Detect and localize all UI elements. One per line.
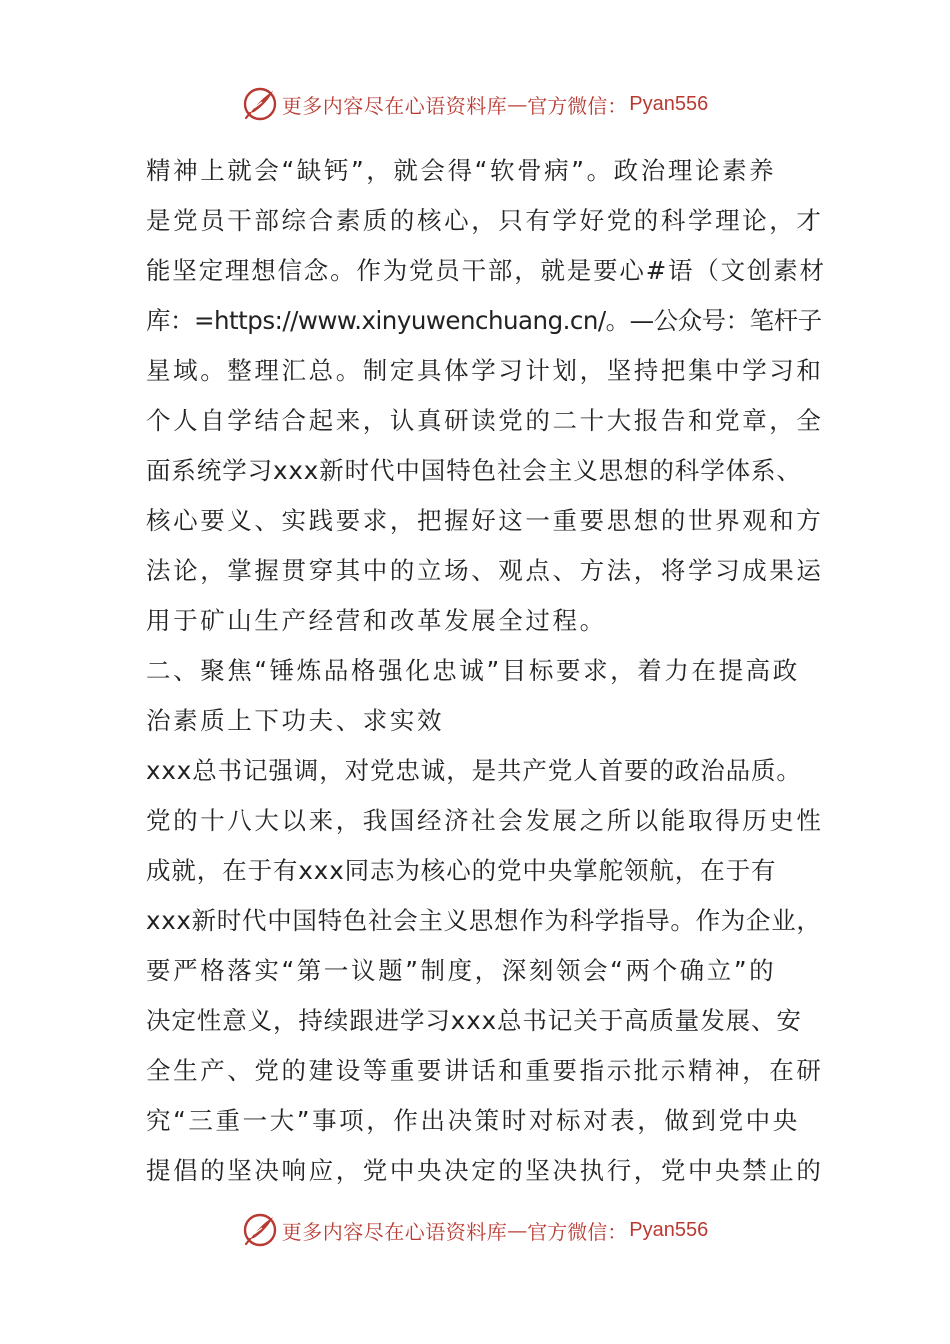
body-line: 要严格落实“第一议题”制度，深刻领会“两个确立”的: [146, 956, 777, 985]
document-body: [146, 146, 826, 1196]
banner-separator: —: [507, 1218, 528, 1242]
body-line: 库：=https://www.xinyuwenchuang.cn/。—公众号：笔杆子: [146, 306, 822, 335]
quill-logo-icon: [242, 86, 278, 122]
banner-wechat-id: Pyan556: [629, 1218, 709, 1241]
body-line: 个人自学结合起来，认真研读党的二十大报告和党章，全: [146, 406, 824, 435]
footer-banner: [0, 1210, 950, 1250]
body-line: 党的十八大以来，我国经济社会发展之所以能取得历史性: [146, 806, 824, 835]
body-line: 用于矿山生产经营和改革发展全过程。: [146, 606, 607, 635]
body-line: 究“三重一大”事项，作出决策时对标对表，做到党中央: [146, 1106, 800, 1135]
body-line: 法论，掌握贯穿其中的立场、观点、方法，将学习成果运: [146, 556, 824, 585]
section-heading: 治素质上下功夫、求实效: [146, 706, 445, 735]
body-line: 全生产、党的建设等重要讲话和重要指示批示精神，在研: [146, 1056, 824, 1085]
body-line: 星域。整理汇总。制定具体学习计划，坚持把集中学习和: [146, 356, 824, 385]
section-heading: 二、聚焦“锤炼品格强化忠诚”目标要求，着力在提高政: [146, 656, 800, 685]
body-line: 是党员干部综合素质的核心，只有学好党的科学理论，才: [146, 206, 824, 235]
banner-separator: —: [507, 92, 528, 116]
banner-brand-text: 更多内容尽在心语资料库: [281, 1219, 508, 1244]
body-line: xxx新时代中国特色社会主义思想作为科学指导。作为企业，: [146, 906, 822, 935]
body-line: 能坚定理想信念。作为党员干部，就是要心#语（文创素材: [146, 256, 826, 285]
banner-wechat-label: 官方微信：: [527, 93, 628, 118]
body-line: 提倡的坚决响应，党中央决定的坚决执行，党中央禁止的: [146, 1156, 824, 1185]
banner-wechat-label: 官方微信：: [527, 1219, 628, 1244]
body-line: 精神上就会“缺钙”，就会得“软骨病”。政治理论素养: [146, 156, 777, 185]
header-banner: [0, 84, 950, 124]
body-line: xxx总书记强调，对党忠诚，是共产党人首要的政治品质。: [146, 756, 802, 785]
body-line: 决定性意义，持续跟进学习xxx总书记关于高质量发展、安: [146, 1006, 802, 1035]
banner-brand-text: 更多内容尽在心语资料库: [281, 93, 508, 118]
body-line: 成就，在于有xxx同志为核心的党中央掌舵领航，在于有: [146, 856, 777, 885]
body-line: 核心要义、实践要求，把握好这一重要思想的世界观和方: [146, 506, 824, 535]
body-line: 面系统学习xxx新时代中国特色社会主义思想的科学体系、: [146, 456, 802, 485]
banner-wechat-id: Pyan556: [629, 92, 709, 115]
quill-logo-icon: [242, 1212, 278, 1248]
